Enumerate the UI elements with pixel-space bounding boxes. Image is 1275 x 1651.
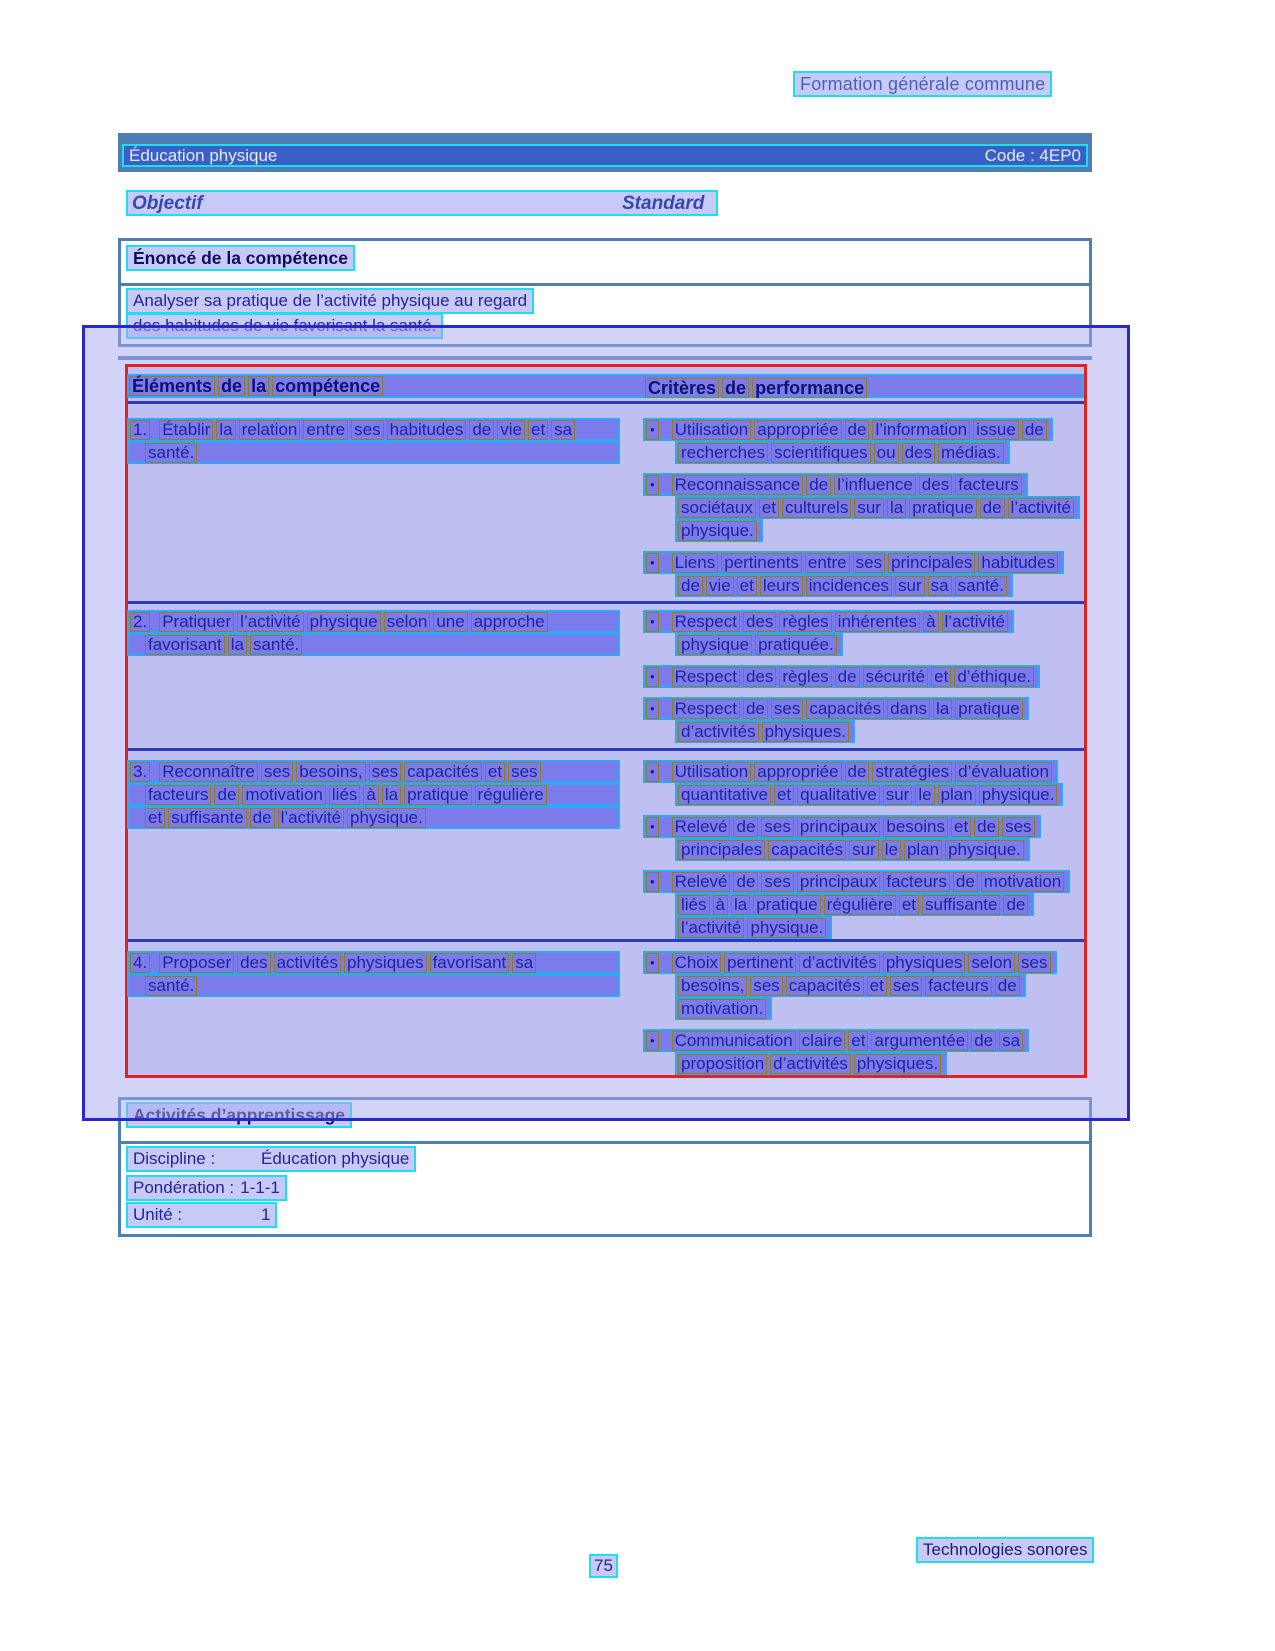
- ocr-line-box: [127, 610, 620, 633]
- ocr-word-box: incidences: [806, 576, 892, 596]
- ocr-word-box: et: [899, 895, 919, 915]
- ocr-word-box: et: [931, 667, 951, 687]
- bullet-icon: •: [646, 817, 659, 837]
- course-code: Code : 4EP0: [984, 145, 1081, 165]
- ocr-word-box: des: [919, 475, 952, 495]
- ocr-word-box: sur: [895, 576, 925, 596]
- bullet-icon: •: [646, 1031, 659, 1051]
- ocr-word-box: sur: [854, 498, 884, 518]
- ocr-word-box: Éléments: [129, 376, 215, 396]
- ocr-word-box: entre: [303, 420, 348, 440]
- ocr-line-box: [643, 418, 1053, 441]
- ocr-line-box: [127, 418, 620, 441]
- ocr-word-box: ses: [261, 762, 293, 782]
- ocr-word-box: appropriée: [754, 420, 841, 440]
- ocr-word-box: ses: [1018, 953, 1050, 973]
- ocr-line-box: [643, 815, 1041, 838]
- criteria-bullet-group: [643, 951, 1087, 1020]
- criteria-bullet-group: [643, 697, 1087, 743]
- ocr-word-box: Communication: [672, 1031, 796, 1051]
- ocr-word-box: performance: [752, 378, 867, 398]
- ocr-word-box: ses: [369, 762, 401, 782]
- ocr-word-box: ses: [890, 976, 922, 996]
- ocr-word-box: habitudes: [978, 553, 1058, 573]
- ocr-line-box: [675, 997, 772, 1020]
- ocr-word-box: de: [995, 976, 1020, 996]
- ocr-word-box: de: [733, 872, 758, 892]
- ocr-word-box: compétence: [272, 376, 383, 396]
- ocr-word-box: des: [902, 443, 935, 463]
- ocr-word-box: Respect: [672, 699, 740, 719]
- ocr-word-box: de: [806, 475, 831, 495]
- ocr-line-box: [675, 974, 1026, 997]
- ocr-line-box: [675, 838, 1030, 861]
- ocr-word-box: pertinent: [724, 953, 796, 973]
- ocr-word-box: et: [759, 498, 779, 518]
- ocr-line-box: [675, 916, 832, 939]
- enonce-frame-divider: [121, 283, 1089, 286]
- ocr-word-box: physiques.: [762, 722, 849, 742]
- ocr-word-box: culturels: [782, 498, 851, 518]
- ocr-word-box: sociétaux: [678, 498, 756, 518]
- ocr-line-box: [127, 951, 620, 974]
- ocr-word-box: l’activité: [237, 612, 303, 632]
- ocr-word-box: capacités: [806, 699, 884, 719]
- ocr-word-box: selon: [384, 612, 431, 632]
- criteria-bullet-group: [643, 665, 1087, 688]
- ocr-word-box: sa: [928, 576, 952, 596]
- ocr-word-box: facteurs: [925, 976, 991, 996]
- ocr-word-box: principales: [678, 840, 765, 860]
- ocr-word-box: ses: [508, 762, 540, 782]
- ocr-word-box: suffisante: [922, 895, 1000, 915]
- ocr-word-box: sur: [849, 840, 879, 860]
- ocr-word-box: d’évaluation: [955, 762, 1052, 782]
- ocr-word-box: la: [228, 635, 247, 655]
- ocr-word-box: physiques.: [854, 1054, 941, 1074]
- table-row-4-right-cell: [643, 951, 1087, 1084]
- ocr-word-box: favorisant: [145, 635, 225, 655]
- ocr-word-box: selon: [968, 953, 1015, 973]
- table-header-underline: [128, 401, 1084, 404]
- ocr-word-box: physique: [678, 635, 752, 655]
- ocr-word-box: physique.: [747, 918, 826, 938]
- ocr-word-box: sur: [883, 785, 913, 805]
- ocr-word-box: besoins,: [296, 762, 365, 782]
- ocr-word-box: relation: [239, 420, 301, 440]
- ocr-word-box: l’activité: [1008, 498, 1074, 518]
- ocr-word-box: ses: [771, 699, 803, 719]
- ocr-word-box: pratique: [955, 699, 1022, 719]
- ocr-word-box: besoins: [883, 817, 948, 837]
- ocr-word-box: le: [915, 785, 934, 805]
- ocr-line-box: [643, 870, 1070, 893]
- ocr-word-box: une: [433, 612, 467, 632]
- ocr-word-box: de: [678, 576, 703, 596]
- ocr-word-box: à: [363, 785, 378, 805]
- ocr-word-box: favorisant: [430, 953, 510, 973]
- field-discipline-value: Éducation physique: [261, 1149, 410, 1168]
- bullet-icon: •: [646, 420, 659, 440]
- ocr-word-box: à: [923, 612, 938, 632]
- activites-frame-divider: [121, 1141, 1089, 1144]
- ocr-word-box: l’influence: [834, 475, 916, 495]
- ocr-word-box: motivation.: [678, 999, 766, 1019]
- bullet-icon: •: [646, 762, 659, 782]
- objectif-standard-line: [126, 190, 718, 216]
- ocr-word-box: inhérentes: [835, 612, 920, 632]
- footer-section-label: Technologies sonores: [916, 1537, 1094, 1563]
- ocr-word-box: 4.: [130, 953, 150, 973]
- ocr-word-box: Choix: [672, 953, 721, 973]
- ocr-word-box: de: [845, 420, 870, 440]
- ocr-word-box: santé.: [250, 635, 302, 655]
- ocr-word-box: des: [743, 667, 776, 687]
- program-label: Formation générale commune: [793, 71, 1052, 97]
- ocr-line-box: [675, 519, 763, 542]
- ocr-word-box: pratiquée.: [755, 635, 837, 655]
- ocr-word-box: sécurité: [863, 667, 929, 687]
- ocr-word-box: physique.: [347, 808, 426, 828]
- ocr-word-box: ses: [853, 553, 885, 573]
- ocr-word-box: de: [469, 420, 494, 440]
- field-ponderation-label: Pondération :: [133, 1178, 235, 1197]
- ocr-word-box: pratique: [753, 895, 820, 915]
- ocr-line-box: [127, 974, 620, 997]
- ocr-word-box: 3.: [130, 762, 150, 782]
- ocr-word-box: vie: [497, 420, 525, 440]
- ocr-word-box: de: [845, 762, 870, 782]
- ocr-word-box: capacités: [768, 840, 846, 860]
- ocr-line-box: [127, 783, 620, 806]
- table-row-3-left-cell: [127, 760, 620, 829]
- enonce-line-1: Analyser sa pratique de l’activité physique au regard: [126, 288, 534, 314]
- ocr-word-box: suffisante: [168, 808, 246, 828]
- ocr-word-box: motivation: [242, 785, 325, 805]
- ocr-word-box: sa: [512, 953, 536, 973]
- criteria-bullet-group: [643, 551, 1087, 597]
- ocr-word-box: et: [485, 762, 505, 782]
- bullet-icon: •: [646, 612, 659, 632]
- ocr-word-box: de: [953, 872, 978, 892]
- ocr-word-box: de: [743, 699, 768, 719]
- ocr-word-box: besoins,: [678, 976, 747, 996]
- ocr-word-box: physiques: [344, 953, 427, 973]
- ocr-line-box: [643, 951, 1057, 974]
- ocr-word-box: médias.: [938, 443, 1004, 463]
- field-unite-label: Unité :: [133, 1205, 183, 1224]
- bullet-icon: •: [646, 872, 659, 892]
- ocr-line-box: [643, 697, 1029, 720]
- ocr-line-box: [643, 665, 1040, 688]
- ocr-word-box: et: [848, 1031, 868, 1051]
- ocr-word-box: le: [882, 840, 901, 860]
- ocr-word-box: pratique: [404, 785, 471, 805]
- ocr-word-box: Proposer: [159, 953, 234, 973]
- ocr-word-box: principaux: [797, 872, 881, 892]
- ocr-word-box: scientifiques: [771, 443, 871, 463]
- ocr-word-box: l’information: [872, 420, 970, 440]
- ocr-line-box: [643, 760, 1058, 783]
- ocr-word-box: ses: [750, 976, 782, 996]
- criteria-bullet-group: [643, 870, 1087, 939]
- ocr-line-box: [127, 806, 620, 829]
- ocr-word-box: facteurs: [145, 785, 211, 805]
- ocr-word-box: sa: [551, 420, 575, 440]
- ocr-word-box: entre: [805, 553, 850, 573]
- ocr-word-box: la: [248, 376, 269, 396]
- table-row-3-right-cell: [643, 760, 1087, 948]
- ocr-word-box: santé.: [145, 443, 197, 463]
- ocr-line-box: [643, 473, 1028, 496]
- ocr-word-box: de: [1003, 895, 1028, 915]
- ocr-word-box: leurs: [760, 576, 803, 596]
- ocr-word-box: pertinents: [721, 553, 802, 573]
- field-discipline-label: Discipline :: [133, 1149, 216, 1168]
- ocr-word-box: physique.: [678, 521, 757, 541]
- ocr-word-box: principaux: [797, 817, 881, 837]
- ocr-word-box: santé.: [145, 976, 197, 996]
- ocr-word-box: proposition: [678, 1054, 767, 1074]
- ocr-word-box: d’éthique.: [954, 667, 1034, 687]
- ocr-word-box: d’activités: [678, 722, 759, 742]
- ocr-word-box: stratégies: [872, 762, 952, 782]
- ocr-word-box: qualitative: [797, 785, 880, 805]
- ocr-word-box: Reconnaître: [159, 762, 258, 782]
- ocr-word-box: liés: [329, 785, 361, 805]
- ocr-word-box: de: [974, 817, 999, 837]
- table-col2-header: [645, 378, 870, 398]
- standard-heading: Standard: [622, 193, 705, 214]
- table-col1-header: [129, 376, 386, 396]
- ocr-line-box: [675, 633, 843, 656]
- ocr-word-box: et: [737, 576, 757, 596]
- ocr-word-box: Établir: [159, 420, 213, 440]
- course-title: Éducation physique: [129, 145, 278, 165]
- ocr-line-box: [643, 610, 1014, 633]
- table-row-2-left-cell: [127, 610, 620, 656]
- ocr-word-box: physiques: [883, 953, 966, 973]
- ocr-word-box: des: [743, 612, 776, 632]
- ocr-word-box: de: [218, 376, 245, 396]
- criteria-bullet-group: [643, 760, 1087, 806]
- criteria-bullet-group: [643, 1029, 1087, 1075]
- ocr-word-box: Pratiquer: [159, 612, 234, 632]
- ocr-word-box: plan: [904, 840, 942, 860]
- criteria-bullet-group: [643, 473, 1087, 542]
- ocr-word-box: règles: [779, 667, 831, 687]
- ocr-word-box: la: [731, 895, 750, 915]
- ocr-word-box: de: [214, 785, 239, 805]
- header-bar: [118, 133, 1092, 172]
- criteria-bullet-group: [643, 418, 1087, 464]
- ocr-word-box: physique.: [945, 840, 1024, 860]
- ocr-word-box: ses: [1002, 817, 1034, 837]
- ocr-line-box: [675, 1052, 947, 1075]
- ocr-word-box: et: [145, 808, 165, 828]
- ocr-word-box: d’activités: [770, 1054, 851, 1074]
- ocr-line-box: [127, 441, 620, 464]
- ocr-word-box: Relevé: [672, 872, 731, 892]
- ocr-word-box: santé.: [955, 576, 1007, 596]
- bullet-icon: •: [646, 553, 659, 573]
- ocr-word-box: Utilisation: [672, 762, 752, 782]
- ocr-word-box: de: [722, 378, 749, 398]
- ocr-word-box: activités: [274, 953, 341, 973]
- ocr-word-box: 2.: [130, 612, 150, 632]
- table-row-1-left-cell: [127, 418, 620, 464]
- header-bar-ocr-line: [122, 144, 1088, 167]
- page-number: 75: [589, 1554, 618, 1578]
- ocr-word-box: vie: [706, 576, 734, 596]
- criteria-bullet-group: [643, 610, 1087, 656]
- ocr-word-box: de: [1022, 420, 1047, 440]
- ocr-line-box: [643, 551, 1064, 574]
- ocr-word-box: à: [713, 895, 728, 915]
- ocr-word-box: capacités: [404, 762, 482, 782]
- ocr-word-box: et: [867, 976, 887, 996]
- objectif-heading: Objectif: [132, 193, 203, 214]
- ocr-line-box: [675, 720, 855, 743]
- ocr-word-box: la: [887, 498, 906, 518]
- field-ponderation-value: 1-1-1: [240, 1178, 280, 1197]
- table-row-4-left-cell: [127, 951, 620, 997]
- ocr-word-box: de: [971, 1031, 996, 1051]
- field-unite: [126, 1202, 277, 1228]
- ocr-word-box: de: [250, 808, 275, 828]
- ocr-word-box: Critères: [645, 378, 719, 398]
- ocr-word-box: principales: [888, 553, 975, 573]
- ocr-word-box: Respect: [672, 667, 740, 687]
- ocr-line-box: [675, 893, 1034, 916]
- ocr-word-box: 1.: [130, 420, 150, 440]
- ocr-word-box: liés: [678, 895, 710, 915]
- table-row-1-right-cell: [643, 418, 1087, 606]
- ocr-word-box: l’activité: [678, 918, 744, 938]
- ocr-word-box: Liens: [672, 553, 719, 573]
- ocr-word-box: Respect: [672, 612, 740, 632]
- ocr-word-box: Reconnaissance: [672, 475, 804, 495]
- ocr-word-box: d’activités: [799, 953, 880, 973]
- ocr-word-box: la: [216, 420, 235, 440]
- ocr-word-box: approche: [471, 612, 548, 632]
- ocr-word-box: appropriée: [754, 762, 841, 782]
- bullet-icon: •: [646, 475, 659, 495]
- ocr-word-box: l’activité: [278, 808, 344, 828]
- ocr-word-box: régulière: [475, 785, 547, 805]
- table-header-band: [127, 374, 1084, 398]
- ocr-word-box: ses: [351, 420, 383, 440]
- ocr-word-box: des: [237, 953, 270, 973]
- ocr-word-box: l’activité: [942, 612, 1008, 632]
- ocr-word-box: de: [733, 817, 758, 837]
- ocr-word-box: facteurs: [955, 475, 1021, 495]
- ocr-word-box: dans: [887, 699, 930, 719]
- ocr-word-box: physique.: [979, 785, 1058, 805]
- ocr-line-box: [675, 783, 1063, 806]
- ocr-word-box: plan: [938, 785, 976, 805]
- ocr-word-box: recherches: [678, 443, 768, 463]
- ocr-line-box: [675, 441, 1010, 464]
- ocr-word-box: Relevé: [672, 817, 731, 837]
- criteria-bullet-group: [643, 815, 1087, 861]
- field-ponderation: [126, 1175, 287, 1201]
- ocr-word-box: ses: [761, 817, 793, 837]
- ocr-word-box: de: [980, 498, 1005, 518]
- field-discipline: [126, 1146, 416, 1172]
- ocr-word-box: et: [951, 817, 971, 837]
- ocr-word-box: régulière: [824, 895, 896, 915]
- ocr-word-box: capacités: [786, 976, 864, 996]
- ocr-word-box: claire: [799, 1031, 846, 1051]
- ocr-line-box: [127, 633, 620, 656]
- table-row-2-right-cell: [643, 610, 1087, 752]
- ocr-word-box: sa: [999, 1031, 1023, 1051]
- ocr-word-box: habitudes: [387, 420, 467, 440]
- ocr-word-box: argumentée: [871, 1031, 968, 1051]
- ocr-line-box: [127, 760, 620, 783]
- bullet-icon: •: [646, 667, 659, 687]
- ocr-word-box: la: [933, 699, 952, 719]
- ocr-word-box: règles: [779, 612, 831, 632]
- ocr-word-box: ou: [874, 443, 899, 463]
- ocr-word-box: et: [528, 420, 548, 440]
- ocr-word-box: et: [774, 785, 794, 805]
- ocr-word-box: pratique: [909, 498, 976, 518]
- ocr-word-box: issue: [973, 420, 1019, 440]
- field-unite-value: 1: [261, 1205, 271, 1224]
- ocr-word-box: ses: [761, 872, 793, 892]
- ocr-line-box: [675, 496, 1080, 519]
- ocr-word-box: quantitative: [678, 785, 771, 805]
- ocr-word-box: physique: [307, 612, 381, 632]
- ocr-line-box: [675, 574, 1013, 597]
- ocr-word-box: de: [835, 667, 860, 687]
- ocr-word-box: motivation: [981, 872, 1064, 892]
- enonce-title: Énoncé de la compétence: [126, 245, 355, 271]
- ocr-line-box: [643, 1029, 1029, 1052]
- bullet-icon: •: [646, 699, 659, 719]
- ocr-word-box: Utilisation: [672, 420, 752, 440]
- bullet-icon: •: [646, 953, 659, 973]
- ocr-word-box: la: [382, 785, 401, 805]
- ocr-word-box: facteurs: [883, 872, 949, 892]
